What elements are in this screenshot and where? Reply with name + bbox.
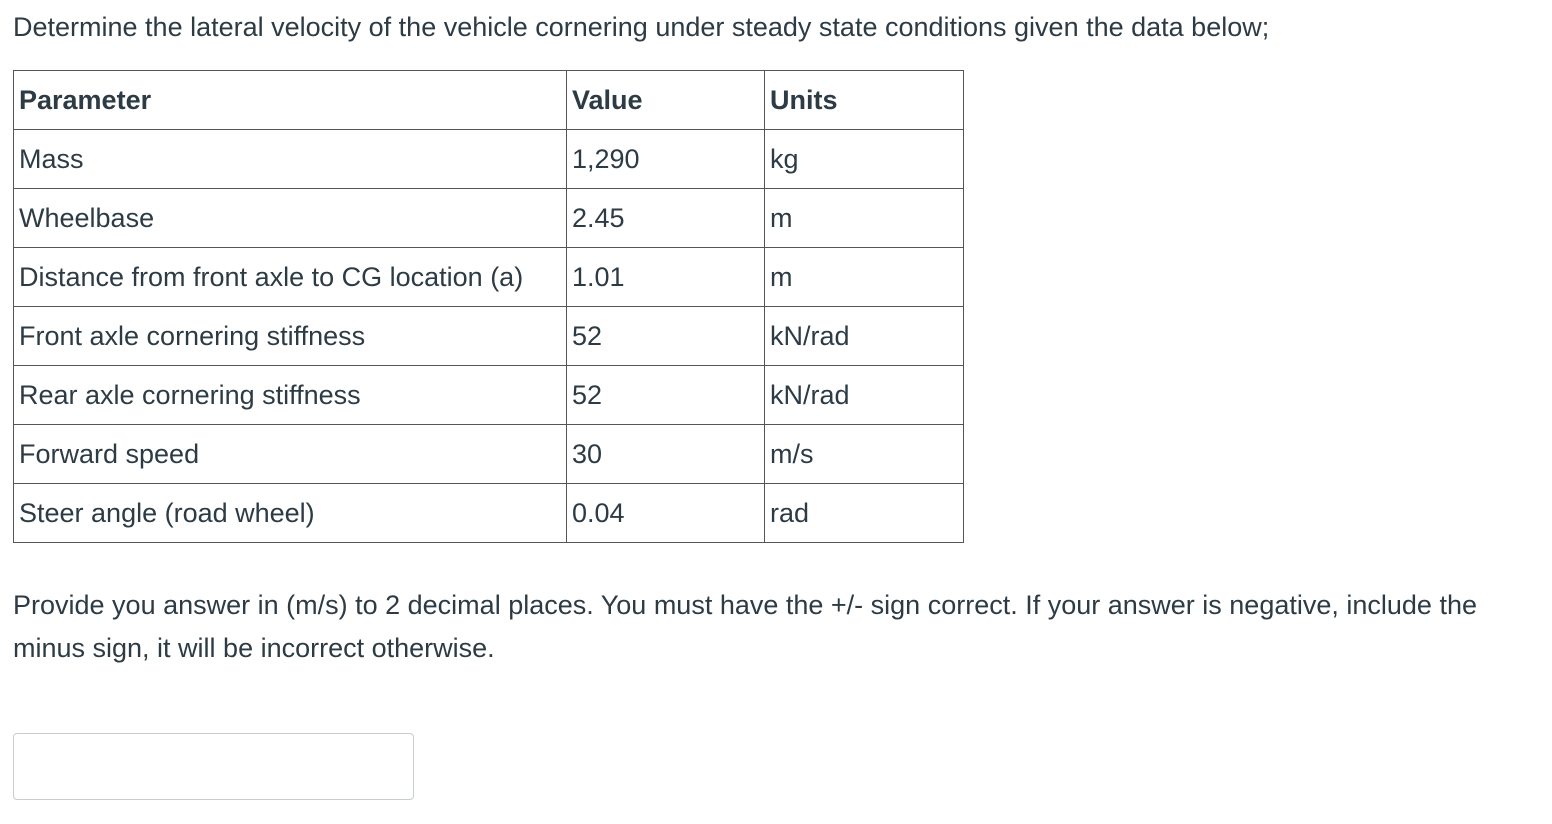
table-row: [14, 366, 964, 425]
cell-parameter: Wheelbase: [14, 189, 567, 248]
cell-units: m: [765, 189, 964, 248]
table-row: [14, 130, 964, 189]
answer-instructions: Provide you answer in (m/s) to 2 decimal places. You must have the +/- sign correct. If your answer is negative, include the minus sign, it will be incorrect otherwise.: [13, 590, 1477, 663]
cell-units: kN/rad: [765, 366, 964, 425]
cell-value: 52: [567, 366, 765, 425]
cell-units: kg: [765, 130, 964, 189]
cell-value: 30: [567, 425, 765, 484]
table-row: [14, 307, 964, 366]
header-value: Value: [567, 71, 765, 130]
answer-input[interactable]: [13, 733, 414, 800]
cell-units: kN/rad: [765, 307, 964, 366]
cell-value: 1,290: [567, 130, 765, 189]
cell-value: 52: [567, 307, 765, 366]
cell-parameter: Mass: [14, 130, 567, 189]
cell-parameter: Front axle cornering stiffness: [14, 307, 567, 366]
header-units: Units: [765, 71, 964, 130]
question-prompt: Determine the lateral velocity of the vehicle cornering under steady state conditions given the data below;: [13, 12, 1270, 42]
table-row: [14, 484, 964, 543]
cell-value: 2.45: [567, 189, 765, 248]
table-header-row: [14, 71, 964, 130]
cell-units: m: [765, 248, 964, 307]
cell-parameter: Steer angle (road wheel): [14, 484, 567, 543]
cell-parameter: Forward speed: [14, 425, 567, 484]
table-row: [14, 189, 964, 248]
cell-units: m/s: [765, 425, 964, 484]
cell-parameter: Rear axle cornering stiffness: [14, 366, 567, 425]
table-row: [14, 248, 964, 307]
cell-units: rad: [765, 484, 964, 543]
parameter-table: [13, 70, 964, 543]
table-row: [14, 425, 964, 484]
cell-value: 0.04: [567, 484, 765, 543]
cell-value: 1.01: [567, 248, 765, 307]
header-parameter: Parameter: [14, 71, 567, 130]
cell-parameter: Distance from front axle to CG location (a): [14, 248, 567, 307]
